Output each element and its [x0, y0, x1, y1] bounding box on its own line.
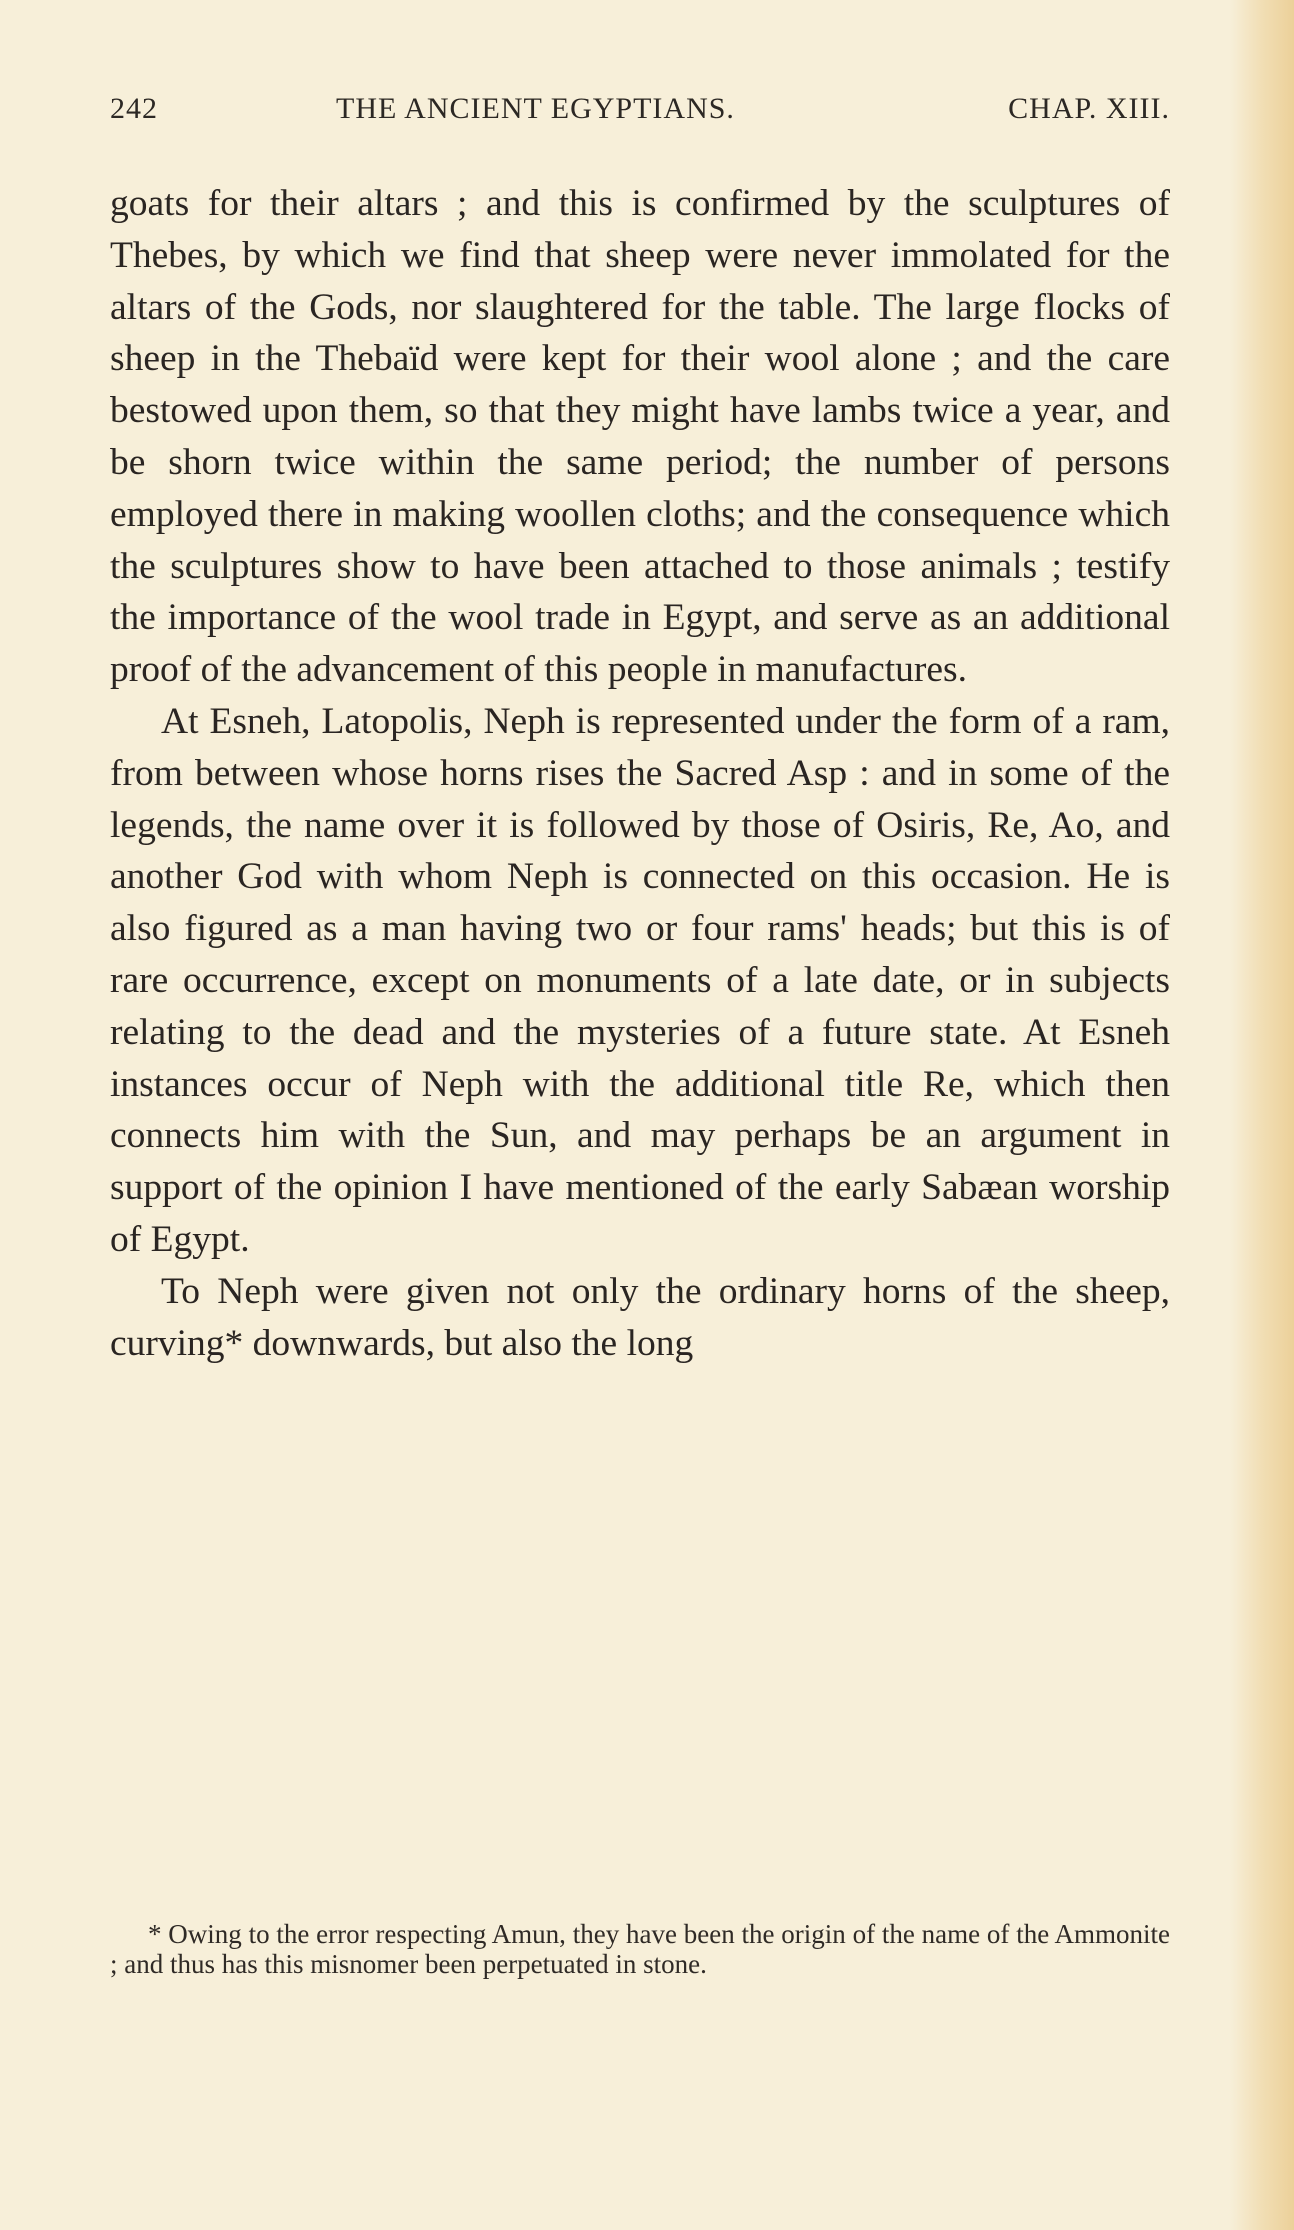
page-number: 242	[110, 92, 158, 125]
page-header	[110, 92, 1170, 132]
paragraph-esneh: At Esneh, Latopolis, Neph is represented under the form of a ram, from between whose horns rises the Sacred Asp : and in some of the legends, the name over it is followed by those of Osiris, Re, Ao, and another God with whom Neph is connected on this occasion. He is also figured as a man having two or four rams' heads; but this is of rare occurrence, except on monuments of a late date, or in subjects relating to the dead and the mysteries of a future state. At Esneh instances occur of Neph with the additional title Re, which then connects him with the Sun, and may perhaps be an argument in support of the opinion I have mentioned of the early Sabæan worship of Egypt.	[110, 700, 1170, 1260]
running-title: THE ANCIENT EGYPTIANS.	[336, 92, 735, 125]
footnote: * Owing to the error respecting Amun, they have been the origin of the name of the Ammonite ; and thus has this misnomer been perpetuated in stone.	[110, 1919, 1170, 1979]
paragraph-neph-horns: To Neph were given not only the ordinary horns of the sheep, curving* downwards, but also the long	[110, 1270, 1170, 1364]
chapter-label: CHAP. XIII.	[1008, 92, 1170, 125]
paragraph-continued: goats for their altars ; and this is confirmed by the sculptures of Thebes, by which we find that sheep were never immolated for the altars of the Gods, nor slaughtered for the table. The large flocks of sheep in the Thebaïd were kept for their wool alone ; and the care bestowed upon them, so that they might have lambs twice a year, and be shorn twice within the same period; the number of persons employed there in making woollen cloths; and the consequence which the sculptures show to have been attached to those animals ; testify the importance of the wool trade in Egypt, and serve as an additional proof of the advancement of this people in manufactures.	[110, 183, 1170, 691]
body-text	[110, 178, 1170, 1369]
